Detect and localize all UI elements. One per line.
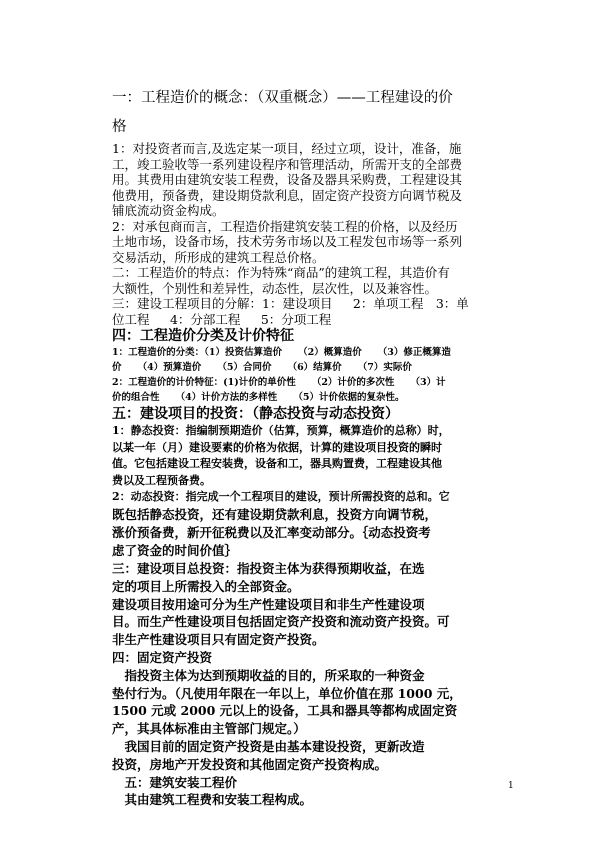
text-line: 目。而生产性建设项目包括固定资产投资和流动资产投资。可 bbox=[112, 614, 450, 630]
text-line: 其由建筑工程费和安装工程构成。 bbox=[112, 792, 313, 808]
text-line: 指投资主体为达到预期收益的目的，所采取的一种资金 bbox=[112, 667, 425, 683]
text-line: 1：对投资者而言,及选定某一项目，经过立项，设计，准备，施 bbox=[112, 141, 462, 156]
text-line: 涨价预备费，新开征税费以及汇率变动部分。｛动态投资考 bbox=[112, 525, 431, 540]
text-line: 2：工程造价的计价特征：(1)计价的单价性 （2）计价的多次性 （3）计 bbox=[112, 377, 446, 388]
text-line: 我国目前的固定资产投资是由基本建设投资，更新改造 bbox=[112, 738, 425, 754]
text-line: 三：建设项目总投资：指投资主体为获得预期收益，在选 bbox=[112, 561, 425, 576]
text-line: 建设项目按用途可分为生产性建设项目和非生产性建设项 bbox=[112, 596, 425, 612]
text-line: 交易活动，所形成的建筑工程总价格。 bbox=[112, 249, 325, 265]
text-line: 土地市场，设备市场，技术劳务市场以及工程发包市场等一系列 bbox=[112, 234, 463, 249]
page-number: 1 bbox=[508, 781, 514, 791]
section-cost-classification bbox=[112, 345, 490, 405]
text-line: 工，竣工验收等一系列建设程序和管理活动，所需开支的全部费 bbox=[112, 156, 463, 172]
text-line: 值。它包括建设工程安装费，设备和工，器具购置费，工程建设其他 bbox=[112, 457, 442, 470]
text-line: 虑了资金的时间价值｝ bbox=[112, 543, 238, 558]
text-line: 投资，房地产开发投资和其他固定资产投资构成。 bbox=[112, 756, 388, 772]
section-static-dynamic-investment bbox=[112, 423, 490, 506]
text-line: 三：建设工程项目的分解：1：建设项目 2：单项工程 3：单 bbox=[112, 296, 469, 311]
text-line: 大额性，个别性和差异性，动态性，层次性，以及兼容性。 bbox=[112, 280, 438, 296]
section-total-and-fixed-assets bbox=[112, 560, 490, 809]
text-line: 费以及工程预备费。 bbox=[112, 473, 211, 487]
text-line: 非生产性建设项目只有固定资产投资。 bbox=[112, 632, 325, 648]
text-line: 五：建筑安装工程价 bbox=[112, 774, 238, 790]
section-cost-definition bbox=[112, 141, 490, 327]
text-line: 二：工程造价的特点：作为特殊“商品”的建筑工程，其造价有 bbox=[112, 265, 450, 280]
text-line: 2：对承包商而言，工程造价指建筑安装工程的价格，以及经历 bbox=[112, 218, 458, 234]
text-line: 既包括静态投资，还有建设期贷款利息，投资方向调节税， bbox=[112, 507, 438, 522]
text-line: 他费用，预备费，建设期贷款利息，固定资产投资方向调节税及 bbox=[112, 187, 463, 203]
text-line: 2：动态投资：指完成一个工程项目的建设，预计所需投资的总和。它 bbox=[112, 490, 450, 503]
text-line: 1500 元或 2000 元以上的设备，工具和器具等都构成固定资 bbox=[112, 703, 458, 719]
text-line: 铺底流动资金构成。 bbox=[112, 203, 225, 218]
text-line: 1：工程造价的分类：（1）投资估算造价 （2）概算造价 （3）修正概算造 bbox=[112, 347, 451, 358]
text-line: 以某一年（月）建设要素的价格为依据，计算的建设项目投资的瞬时 bbox=[112, 440, 442, 454]
text-line: 四：固定资产投资 bbox=[112, 649, 213, 665]
text-line: 垫付行为。（凡使用年限在一年以上，单位价值在那 1000 元， bbox=[112, 685, 462, 701]
text-line: 价的组合性 （4）计价方法的多样性 （5）计价依据的复杂性。 bbox=[112, 392, 405, 403]
text-line: 用。其费用由建筑安装工程费，设备及器具采购费，工程建设其 bbox=[112, 172, 463, 187]
text-line: 定的项目上所需投入的全部资金。 bbox=[112, 578, 300, 594]
text-line: 位工程 4：分部工程 5：分项工程 bbox=[112, 311, 332, 327]
text-line: 价 （4）预算造价 （5）合同价 （6）结算价 （7）实际价 bbox=[112, 362, 412, 373]
heading-line: 一：工程造价的概念：（双重概念）——工程建设的价 bbox=[112, 90, 453, 106]
text-line: 1：静态投资：指编制预期造价（估算，预算，概算造价的总称）时， bbox=[112, 424, 450, 437]
text-line: 产，其具体标准由主管部门规定。） bbox=[112, 721, 306, 737]
heading-line: 四：工程造价分类及计价特征 bbox=[112, 328, 294, 344]
section-dynamic-investment-cont bbox=[112, 506, 490, 560]
heading-cost-classification bbox=[112, 327, 490, 345]
heading-cost-concept bbox=[112, 84, 490, 142]
heading-project-investment bbox=[112, 404, 490, 424]
heading-line: 格 bbox=[112, 119, 127, 135]
heading-line: 五：建设项目的投资：（静态投资与动态投资） bbox=[112, 406, 399, 422]
